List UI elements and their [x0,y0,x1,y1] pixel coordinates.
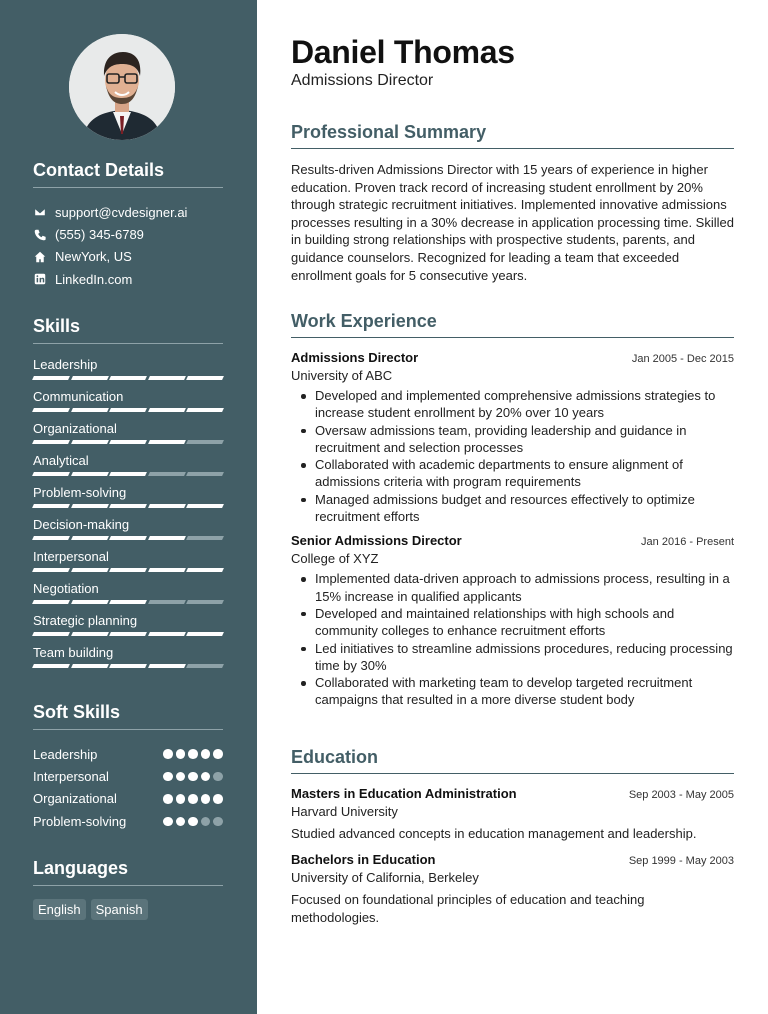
skill-level-segment [71,600,108,604]
skill-level-segment [186,664,223,668]
rating-dot [201,749,211,759]
skill-level-segment [109,472,146,476]
rating-dot [201,772,211,782]
skill-level-bar [33,664,223,668]
rating-dot [188,794,198,804]
skill-level-segment [109,536,146,540]
education-degree: Bachelors in Education [291,852,436,867]
soft-skill-name: Problem-solving [33,813,127,829]
skill-level-segment [148,440,185,444]
skill-name: Communication [33,389,124,404]
skill-level-segment [109,376,146,380]
education-entry [291,852,734,927]
soft-skills-list [33,743,223,833]
job-bullets [291,570,734,708]
skill-level-segment [148,472,185,476]
skill-level-segment [186,600,223,604]
soft-skill-item [33,788,223,810]
summary-title: Professional Summary [291,122,734,149]
rating-dot [213,772,223,782]
skill-level-segment [148,408,185,412]
education-school: University of California, Berkeley [291,870,479,885]
job-bullet: Implemented data-driven approach to admissions process, resulting in a 15% increase in qualified applicants [291,570,734,605]
email-icon [33,205,47,219]
avatar [69,34,175,140]
linkedin-icon [33,272,47,286]
job-bullet: Collaborated with academic departments to ensure alignment of admissions criteria with program requirements [291,456,734,491]
job-bullet: Managed admissions budget and resources effectively to optimize recruitment efforts [291,491,734,526]
education-date: Sep 2003 - May 2005 [628,789,734,801]
skill-level-segment [148,600,185,604]
skill-level-segment [71,504,108,508]
skill-level-segment [32,664,69,668]
rating-dot [188,772,198,782]
skill-item [33,645,223,677]
education-title: Education [291,747,734,774]
education-degree: Masters in Education Administration [291,786,517,801]
soft-skill-name: Interpersonal [33,769,109,785]
soft-skill-item [33,765,223,787]
contact-item[interactable] [33,201,223,223]
skill-level-segment [71,664,108,668]
skill-level-segment [109,600,146,604]
jobs-list [291,350,734,709]
skill-level-segment [32,472,69,476]
skill-level-segment [186,408,223,412]
job-bullet: Oversaw admissions team, providing leadership and guidance in recruitment and selection processes [291,422,734,457]
contact-item[interactable] [33,268,223,290]
skill-level-segment [109,632,146,636]
skill-level-segment [186,536,223,540]
soft-skill-rating [163,794,223,804]
contact-item[interactable] [33,223,223,245]
skill-level-segment [148,632,185,636]
skill-level-bar [33,408,223,412]
home-icon [33,250,47,264]
languages-list [33,899,223,920]
skill-level-segment [32,376,69,380]
education-description: Focused on foundational principles of education and teaching methodologies. [291,892,645,925]
skill-name: Decision-making [33,517,130,532]
soft-skill-item [33,810,223,832]
rating-dot [213,749,223,759]
skill-level-bar [33,600,223,604]
education-header [291,852,734,867]
profile-photo [69,34,175,140]
summary-text: Results-driven Admissions Director with 15 years of experience in higher education. Proven track record of increasing student enrollment by 20% through strategic recruitment initiatives. Implemented innovative admissions processes resulting in a 30% decrease in application processing time. Skilled in building strong relationships with prospective students, parents, and guidance counselors. Recognized for leading a team that exceeded enrollment goals for 5 consecutive years. [291,162,734,283]
rating-dot [163,749,173,759]
job-date: Jan 2016 - Present [641,536,734,549]
job-organization: University of ABC [291,368,393,383]
languages-section [33,858,223,920]
skill-level-bar [33,504,223,508]
skill-level-segment [148,664,185,668]
skill-level-segment [32,568,69,572]
skill-name: Analytical [33,453,89,468]
job-bullet: Led initiatives to streamline admissions procedures, reducing processing time by 30% [291,640,734,675]
skill-level-segment [186,440,223,444]
job-bullet: Developed and implemented comprehensive admissions strategies to increase student enrollment by 20% over 10 years [291,387,734,422]
skill-level-bar [33,376,223,380]
contact-title: Contact Details [33,160,223,188]
language-tag: Spanish [91,899,148,920]
rating-dot [201,794,211,804]
skill-item [33,389,223,421]
skill-level-segment [109,664,146,668]
skill-level-segment [148,504,185,508]
contact-item[interactable] [33,246,223,268]
education-date: Sep 1999 - May 2003 [628,855,734,867]
skill-level-segment [71,408,108,412]
job-bullet: Collaborated with marketing team to develop targeted recruitment campaigns that resulted in a more diverse student body [291,674,734,709]
skill-level-segment [148,376,185,380]
education-description: Studied advanced concepts in education management and leadership. [291,826,697,841]
job-bullets [291,387,734,525]
skill-level-segment [109,504,146,508]
sidebar [0,0,257,1014]
experience-title: Work Experience [291,311,734,338]
education-header [291,786,734,801]
education-list [291,786,734,927]
skill-level-segment [71,440,108,444]
contact-list [33,201,223,291]
skill-level-segment [32,600,69,604]
skill-item [33,581,223,613]
skills-section [33,316,223,677]
rating-dot [213,817,223,827]
contact-text[interactable]: support@cvdesigner.ai [55,204,188,220]
rating-dot [176,794,186,804]
job-header [291,350,734,365]
job-title: Admissions Director [291,350,419,365]
skill-level-segment [32,632,69,636]
skill-item [33,421,223,453]
summary-section [291,122,734,284]
skill-level-segment [32,408,69,412]
skill-level-segment [32,440,69,444]
skill-level-segment [148,536,185,540]
education-school: Harvard University [291,804,398,819]
skill-name: Team building [33,645,114,660]
skill-level-segment [71,472,108,476]
rating-dot [176,772,186,782]
skill-level-bar [33,632,223,636]
skill-level-segment [71,568,108,572]
contact-text[interactable]: NewYork, US [55,249,132,265]
soft-skill-name: Leadership [33,746,98,762]
languages-title: Languages [33,858,223,886]
soft-skills-section [33,702,223,833]
experience-section [291,311,734,717]
soft-skills-title: Soft Skills [33,702,223,730]
job-title: Senior Admissions Director [291,533,462,549]
soft-skill-rating [163,749,223,759]
skill-level-segment [71,376,108,380]
language-tag: English [33,899,86,920]
soft-skill-rating [163,772,223,782]
skill-name: Interpersonal [33,549,109,564]
skill-item [33,517,223,549]
job-date: Jan 2005 - Dec 2015 [631,353,734,365]
contact-text[interactable]: (555) 345-6789 [55,227,144,243]
skill-level-segment [186,568,223,572]
skill-name: Organizational [33,421,117,436]
skill-name: Negotiation [33,581,99,596]
skill-item [33,549,223,581]
phone-icon [33,228,47,242]
rating-dot [163,772,173,782]
skill-level-segment [186,376,223,380]
skill-level-bar [33,568,223,572]
job-bullet: Developed and maintained relationships with high schools and community colleges to enhance recruitment efforts [291,605,734,640]
skill-item [33,485,223,517]
person-name: Daniel Thomas [291,34,515,70]
skill-level-segment [148,568,185,572]
skill-level-segment [186,504,223,508]
job-organization: College of XYZ [291,551,379,567]
skill-level-segment [186,632,223,636]
rating-dot [176,817,186,827]
soft-skill-name: Organizational [33,791,117,807]
skill-level-segment [186,472,223,476]
skill-level-segment [32,536,69,540]
skill-level-segment [109,408,146,412]
skill-level-segment [109,568,146,572]
skill-level-segment [71,536,108,540]
skill-level-segment [71,632,108,636]
job-header [291,533,734,548]
education-entry [291,786,734,843]
education-section [291,747,734,936]
person-role: Admissions Director [291,72,434,89]
rating-dot [176,749,186,759]
skill-level-bar [33,440,223,444]
skill-name: Problem-solving [33,485,127,500]
skill-level-segment [109,440,146,444]
rating-dot [188,817,198,827]
skill-level-segment [32,504,69,508]
job-entry [291,533,734,708]
soft-skill-rating [163,817,223,827]
skills-list [33,357,223,677]
rating-dot [188,749,198,759]
contact-section [33,160,223,291]
rating-dot [163,794,173,804]
skill-name: Leadership [33,357,98,372]
skill-level-bar [33,536,223,540]
skill-level-bar [33,472,223,476]
rating-dot [201,817,211,827]
contact-text[interactable]: LinkedIn.com [55,271,133,287]
skills-title: Skills [33,316,223,344]
soft-skill-item [33,743,223,765]
rating-dot [163,817,173,827]
skill-item [33,613,223,645]
job-entry [291,350,734,525]
skill-item [33,453,223,485]
rating-dot [213,794,223,804]
skill-name: Strategic planning [33,613,138,628]
skill-item [33,357,223,389]
